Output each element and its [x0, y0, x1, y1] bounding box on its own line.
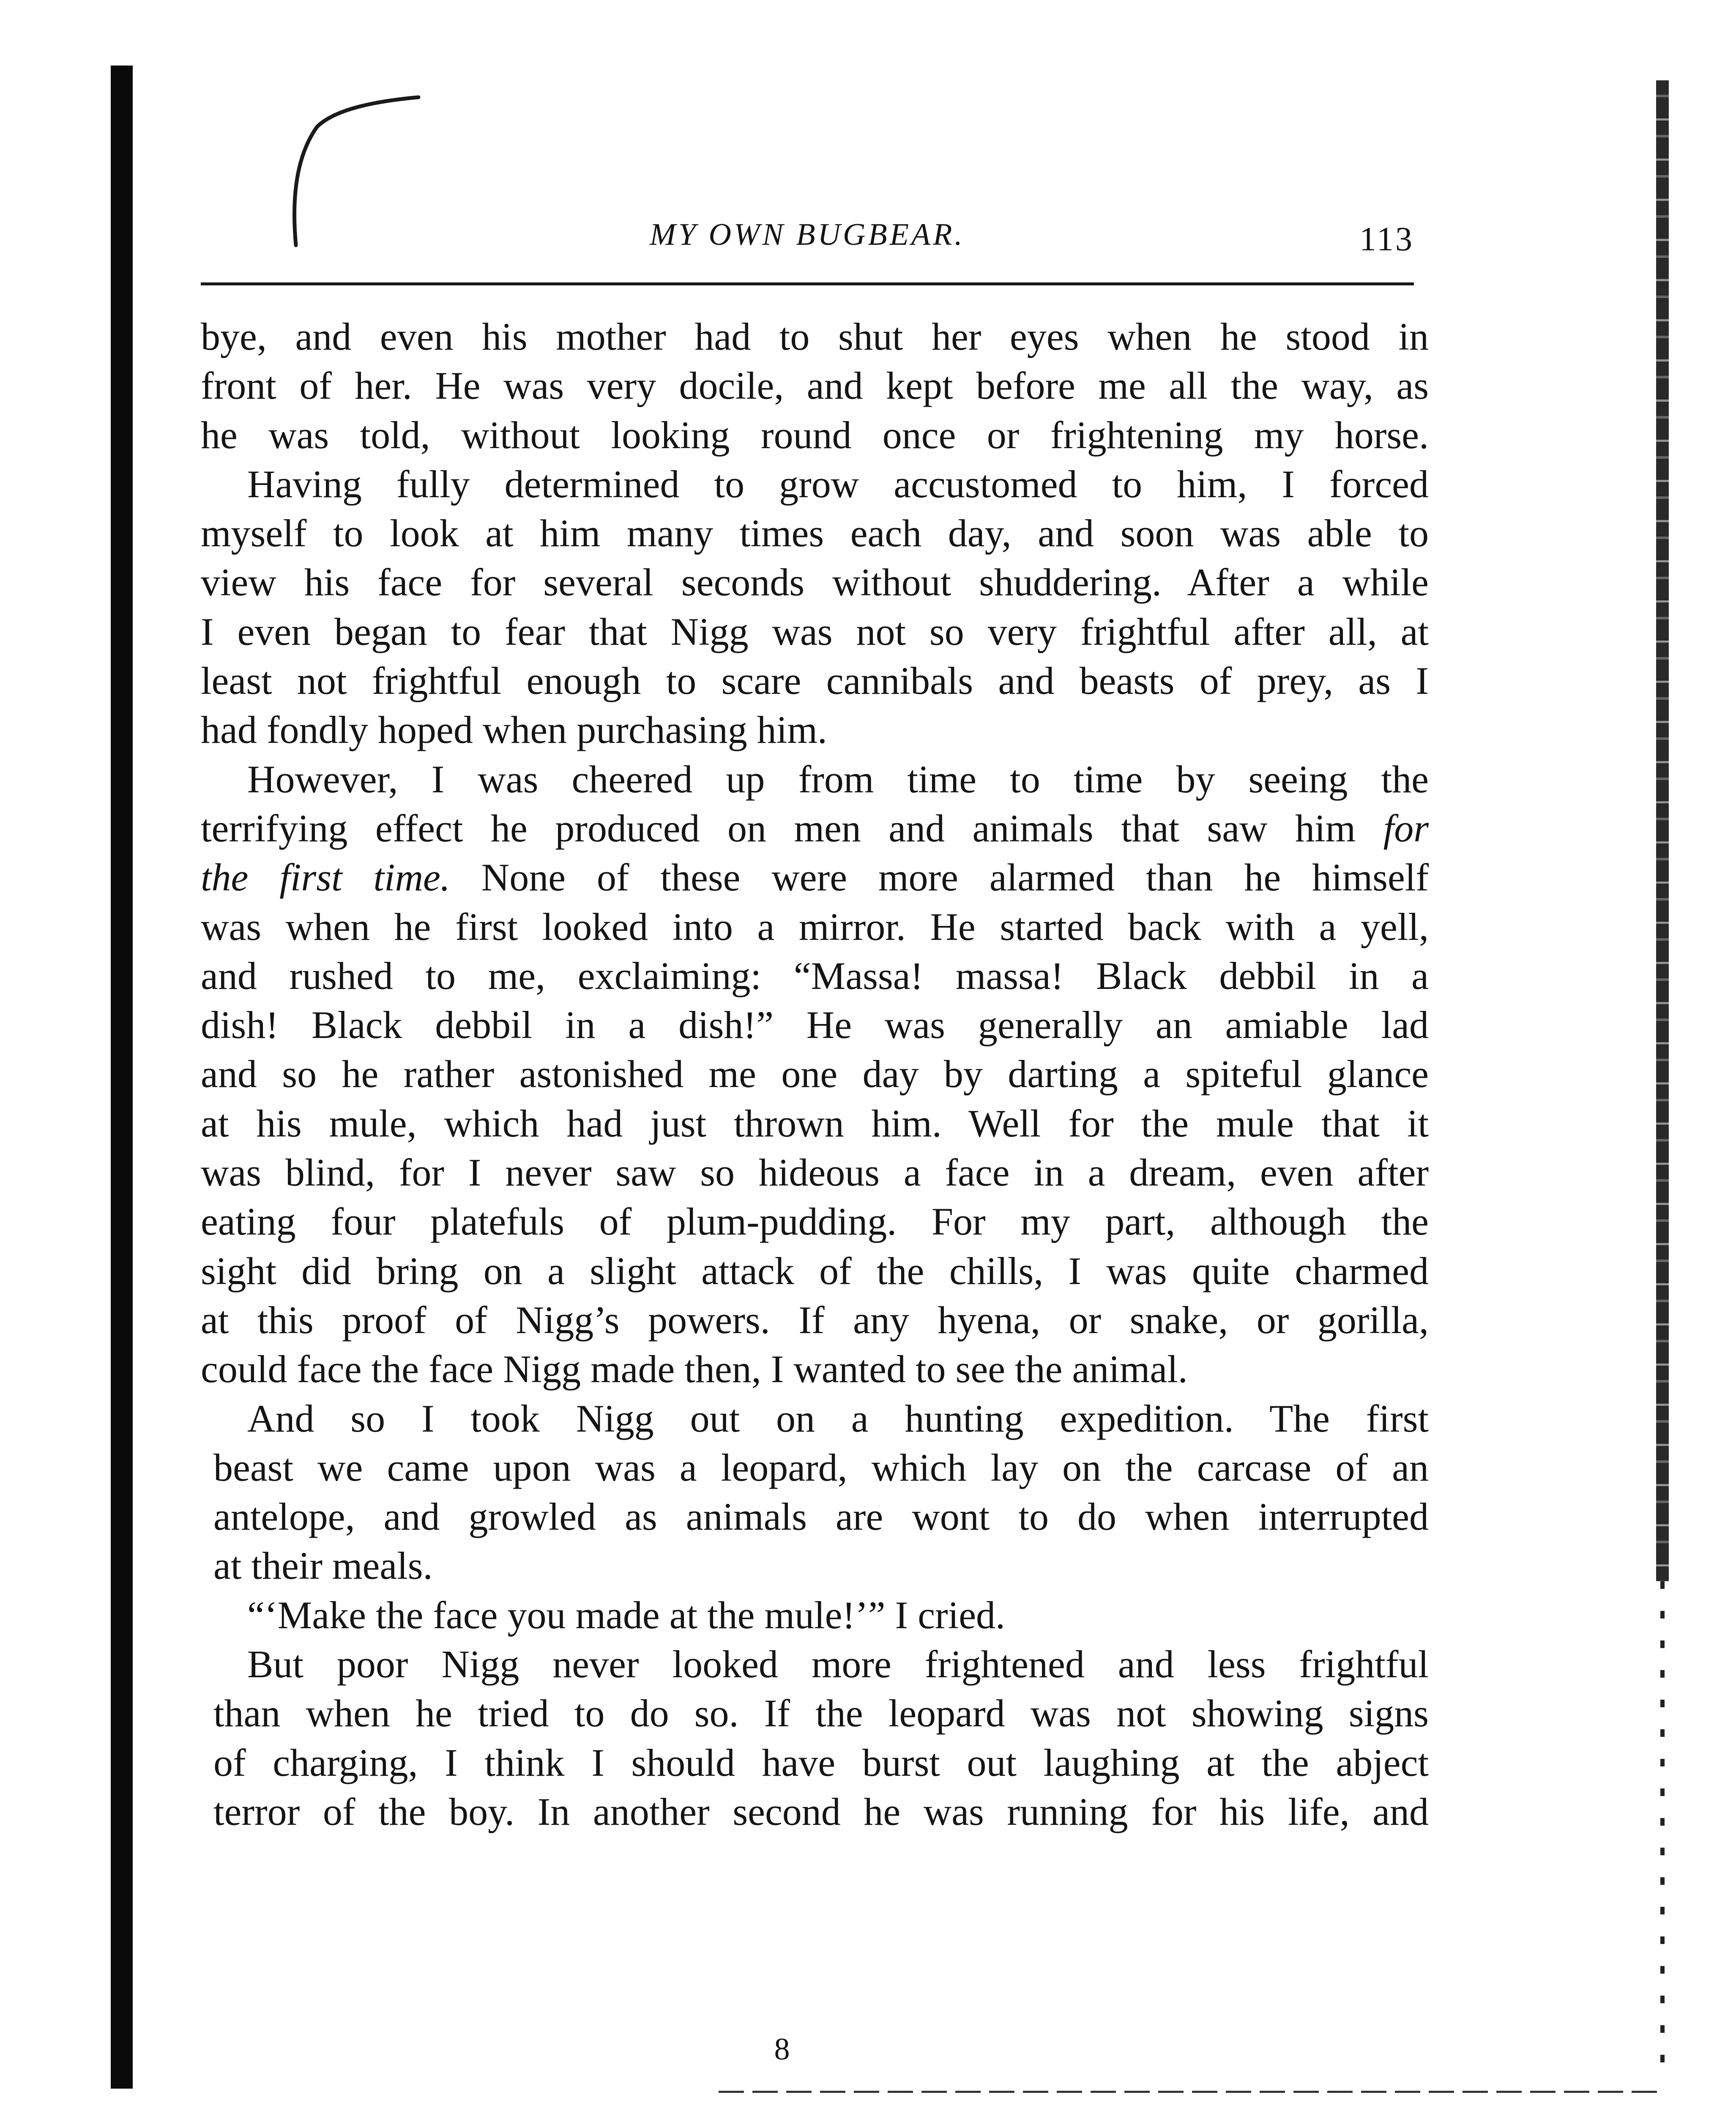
text-line: antelope, and growled as animals are wont to do when interrupted [213, 1495, 1429, 1539]
text-line: of charging, I think I should have burst out laughing at the abject [213, 1741, 1429, 1784]
text-line: than when he tried to do so. If the leopard was not showing signs [213, 1692, 1429, 1735]
text-line: terror of the boy. In another second he was running for his life, and [213, 1790, 1429, 1833]
text-segment: None of these were more alarmed than he himself [481, 856, 1429, 899]
scan-edge-left [111, 66, 133, 2089]
text-line: And so I took Nigg out on a hunting expedition. The first [247, 1397, 1429, 1440]
italic-segment: for [1383, 806, 1429, 850]
text-line: at this proof of Nigg’s powers. If any hyena, or snake, or gorilla, [201, 1298, 1429, 1342]
text-line: front of her. He was very docile, and kept before me all the way, as [201, 364, 1429, 408]
italic-segment: the first time. [201, 856, 450, 899]
text-line: But poor Nigg never looked more frightened and less frightful [247, 1643, 1429, 1686]
text-line: beast we came upon was a leopard, which lay on the carcase of an [213, 1446, 1429, 1489]
text-line: was blind, for I never saw so hideous a face in a dream, even after [201, 1151, 1429, 1194]
body-text [201, 312, 1429, 1836]
text-segment: terrifying effect he produced on men and animals that saw him [201, 806, 1356, 850]
text-line: he was told, without looking round once or frightening my horse. [201, 413, 1429, 457]
text-line: view his face for several seconds without shuddering. After a while [201, 561, 1429, 604]
signature-mark: 8 [774, 2032, 790, 2067]
running-title: MY OWN BUGBEAR. [650, 217, 965, 252]
scan-edge-bottom [719, 2091, 1661, 2093]
header-rule [201, 282, 1414, 285]
scan-edge-right [1656, 80, 1669, 1581]
text-line: I even began to fear that Nigg was not so very frightful after all, at [201, 610, 1429, 653]
text-line: However, I was cheered up from time to time by seeing the [247, 757, 1429, 801]
text-line: myself to look at him many times each day, and soon was able to [201, 512, 1429, 555]
text-line: eating four platefuls of plum-pudding. For my part, although the [201, 1200, 1429, 1243]
page-header [201, 209, 1414, 290]
text-line: could face the face Nigg made then, I wanted to see the animal. [201, 1347, 1188, 1391]
text-line: was when he first looked into a mirror. He started back with a yell, [201, 905, 1429, 948]
text-line [201, 804, 1429, 853]
page-number: 113 [1359, 221, 1414, 258]
text-line: least not frightful enough to scare cannibals and beasts of prey, as I [201, 659, 1429, 703]
text-line: bye, and even his mother had to shut her eyes when he stood in [201, 315, 1429, 358]
text-line: dish! Black debbil in a dish!” He was generally an amiable lad [201, 1003, 1429, 1047]
text-line: at their meals. [213, 1544, 433, 1588]
text-line [201, 853, 1429, 902]
text-line: and rushed to me, exclaiming: “Massa! massa! Black debbil in a [201, 954, 1429, 997]
text-line: “‘Make the face you made at the mule!’” I cried. [247, 1593, 1006, 1637]
text-line: sight did bring on a slight attack of the chills, I was quite charmed [201, 1249, 1429, 1292]
text-line: and so he rather astonished me one day by darting a spiteful glance [201, 1052, 1429, 1096]
text-line: at his mule, which had just thrown him. Well for the mule that it [201, 1101, 1429, 1145]
text-line: had fondly hoped when purchasing him. [201, 708, 827, 752]
text-line: Having fully determined to grow accustomed to him, I forced [247, 462, 1429, 506]
scan-edge-right-lower [1660, 1581, 1665, 2067]
